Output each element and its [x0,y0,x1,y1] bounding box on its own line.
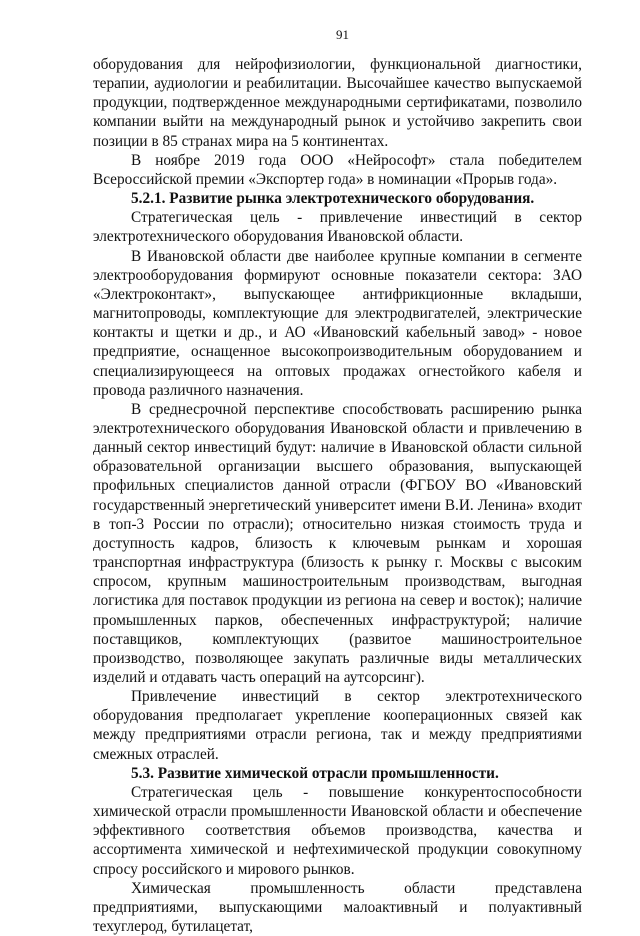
paragraph-major-companies: В Ивановской области две наиболее крупные компании в сегменте электрооборудования формируют основные показатели сектора: ЗАО «Электроконтакт», выпускающее антифрикционные вкладыши, магнитопроводы, комплектующие для электродвигателей, электрические контакты и щетки и др., и АО «Ивановский кабельный завод» - новое предприятие, оснащенное высокопроизводительным оборудованием и специализирующееся на оптовых продажах огнестойкого кабеля и провода различного назначения. [93,247,582,399]
section-heading-5-2-1: 5.2.1. Развитие рынка электротехнического оборудования. [131,190,535,208]
paragraph-strategic-goal-chemical: Стратегическая цель - повышение конкурентоспособности химической отрасли промышленности Ивановской области и обеспечение эффективного соответствия объемов производства, качества и ассортимента химической и нефтехимической продукции совокупному спросу российского и мирового рынков. [93,783,582,878]
paragraph-neurosoft-award: В ноябре 2019 года ООО «Нейрософт» стала победителем Всероссийской премии «Экспортер года» в номинации «Прорыв года». [93,151,582,188]
paragraph-investment-cooperation: Привлечение инвестиций в сектор электротехнического оборудования предполагает укрепление кооперационных связей как между предприятиями отрасли региона, так и между предприятиями смежных отраслей. [93,688,582,763]
paragraph-mid-term-perspective: В среднесрочной перспективе способствовать расширению рынка электротехнического оборудования Ивановской области и привлечению в данный сектор инвестиций будут: наличие в Ивановской области сильной образовательной организации высшего образования, выпускающей профильных специалистов данной отрасли (ФГБОУ ВО «Ивановский государственный энергетический университет имени В.И. Ленина» входит в топ-3 России по отрасли); относительно низкая стоимость труда и доступность кадров, близость к ключевым рынкам и хорошая транспортная инфраструктура (близость к рынку г. Москвы с высоким спросом, крупным машиностроительным производствам, выгодная логистика для поставок продукции из региона на север и восток); наличие промышленных парков, обеспеченных инфраструктурой; наличие поставщиков, комплектующих (развитое машиностроительное производство, позволяющее закупать различные виды металлических изделий и отдавать часть операций на аутсорсинг). [93,400,582,686]
paragraph-continuation: оборудования для нейрофизиологии, функциональной диагностики, терапии, аудиологии и реабилитации. Высочайшее качество выпускаемой продукции, подтвержденное международными сертификатами, позволило компании выйти на международный рынок и устойчиво закрепить свои позиции в 85 странах мира на 5 континентах. [93,56,582,150]
section-heading-5-3: 5.3. Развитие химической отрасли промышленности. [131,764,499,782]
paragraph-chemical-industry: Химическая промышленность области представлена предприятиями, выпускающими малоактивный и полуактивный техуглерод, бутилацетат, [93,879,582,936]
page-body [93,55,582,936]
page-number: 91 [336,27,349,42]
paragraph-strategic-goal-electrotech: Стратегическая цель - привлечение инвестиций в сектор электротехнического оборудования Ивановской области. [93,209,582,246]
